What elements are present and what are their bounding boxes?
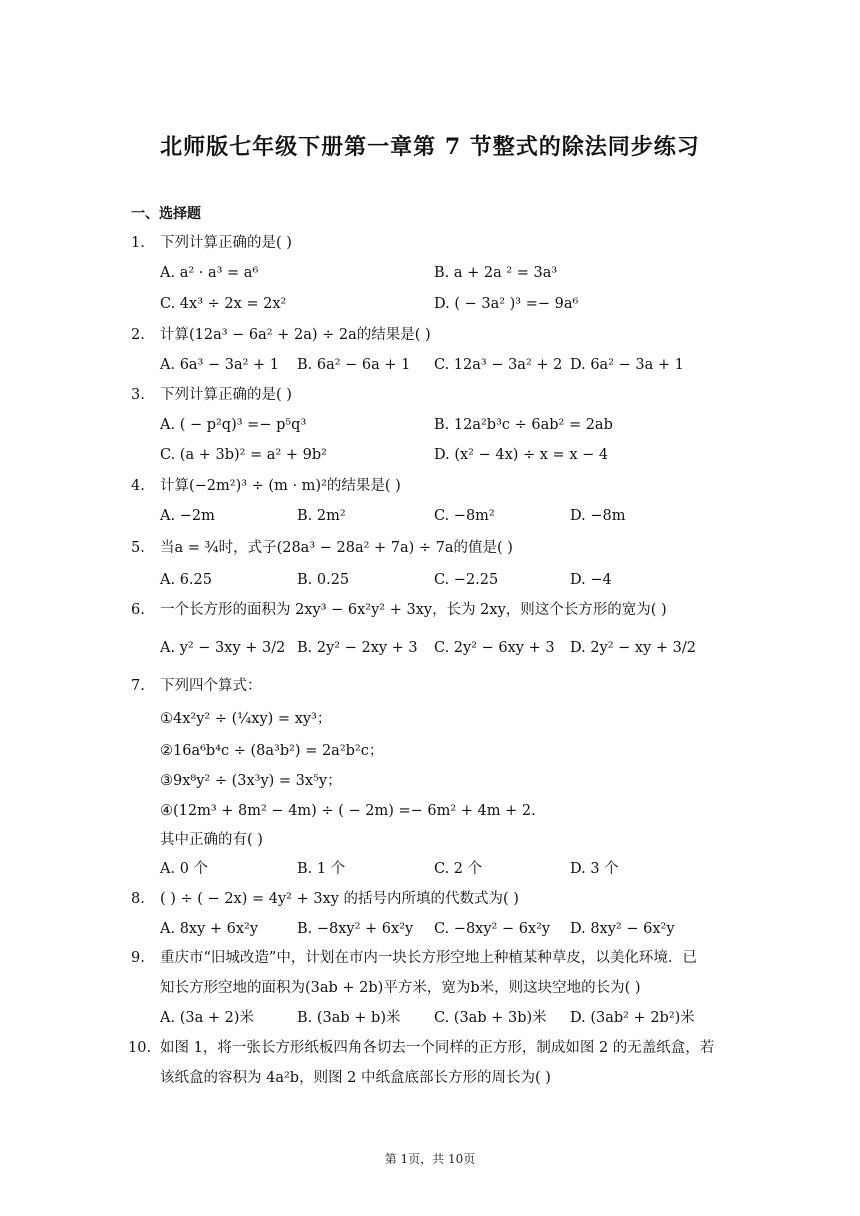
option-d: D. 8xy² − 6x²y (570, 921, 675, 937)
option-b: B. 6a² − 6a + 1 (297, 357, 411, 373)
option-d: D. (3ab² + 2b²)米 (570, 1010, 695, 1026)
option-d: D. ( − 3a² )³ =− 9a⁶ (434, 296, 579, 312)
question-stem-line-1: 如图 1，将一张长方形纸板四角各切去一个同样的正方形，制成如图 2 的无盖纸盒，若 (160, 1040, 715, 1056)
option-b: B. −8xy² + 6x²y (297, 921, 414, 937)
question-stem: 当a = ¾时，式子(28a³ − 28a² + 7a) ÷ 7a的值是( ) (160, 540, 513, 556)
option-b: B. 12a²b³c ÷ 6ab² = 2ab (434, 417, 613, 433)
statement-2: ②16a⁶b⁴c ÷ (8a³b²) = 2a²b²c； (160, 743, 384, 759)
option-a: A. a² · a³ = a⁶ (160, 265, 259, 281)
question-stem: ( ) ÷ ( − 2x) = 4y² + 3xy 的括号内所填的代数式为( ) (160, 891, 519, 907)
question-ask: 其中正确的有( ) (160, 832, 263, 848)
question-stem: 下列计算正确的是( ) (160, 235, 292, 251)
option-b: B. 2y² − 2xy + 3 (297, 640, 418, 656)
option-b: B. 2m² (297, 508, 346, 524)
option-b: B. a + 2a ² = 3a³ (434, 265, 558, 281)
option-d: D. 6a² − 3a + 1 (570, 357, 684, 373)
option-a: A. y² − 3xy + 3/2 (160, 640, 286, 656)
question-stem: 一个长方形的面积为 2xy³ − 6x²y² + 3xy，长为 2xy，则这个长方形的宽为( ) (160, 602, 667, 618)
question-stem: 下列四个算式： (160, 678, 262, 694)
option-c: C. 12a³ − 3a² + 2 (434, 357, 563, 373)
question-stem: 下列计算正确的是( ) (160, 387, 292, 403)
option-a: A. 6a³ − 3a² + 1 (160, 357, 280, 373)
option-a: A. 0 个 (160, 861, 209, 877)
option-c: C. (3ab + 3b)米 (434, 1010, 547, 1026)
statement-1: ①4x²y² ÷ (¼xy) = xy³； (160, 711, 332, 727)
option-b: B. 0.25 (297, 572, 350, 588)
section-heading: 一、选择题 (131, 206, 201, 222)
option-c: C. 2y² − 6xy + 3 (434, 640, 555, 656)
question-number: 6. (131, 602, 145, 618)
statement-3: ③9x⁸y² ÷ (3x³y) = 3x⁵y； (160, 773, 342, 789)
document-title: 北师版七年级下册第一章第 7 节整式的除法同步练习 (160, 134, 700, 160)
option-d: D. 3 个 (570, 861, 619, 877)
option-a: A. −2m (160, 508, 215, 524)
question-stem-line-2: 知长方形空地的面积为(3ab + 2b)平方米，宽为b米，则这块空地的长为( ) (160, 980, 641, 996)
question-stem: 计算(−2m²)³ ÷ (m · m)²的结果是( ) (160, 478, 401, 494)
question-number: 2. (131, 327, 145, 343)
option-c: C. −8xy² − 6x²y (434, 921, 551, 937)
option-c: C. −2.25 (434, 572, 499, 588)
option-d: D. (x² − 4x) ÷ x = x − 4 (434, 447, 609, 463)
option-c: C. −8m² (434, 508, 495, 524)
option-a: A. (3a + 2)米 (160, 1010, 254, 1026)
question-stem: 计算(12a³ − 6a² + 2a) ÷ 2a的结果是( ) (160, 327, 431, 343)
option-b: B. 1 个 (297, 861, 346, 877)
question-number: 7. (131, 678, 145, 694)
question-stem-line-1: 重庆市“旧城改造”中，计划在市内一块长方形空地上种植某种草皮，以美化环境．已 (160, 950, 697, 966)
option-c: C. (a + 3b)² = a² + 9b² (160, 447, 327, 463)
question-stem-line-2: 该纸盒的容积为 4a²b，则图 2 中纸盒底部长方形的周长为( ) (160, 1070, 551, 1086)
question-number: 8. (131, 891, 145, 907)
option-d: D. −8m (570, 508, 626, 524)
question-number: 9. (131, 950, 145, 966)
question-number: 1. (131, 235, 145, 251)
option-a: A. 6.25 (160, 572, 212, 588)
question-number: 3. (131, 387, 145, 403)
option-a: A. ( − p²q)³ =− p⁵q³ (160, 417, 307, 433)
question-number: 10. (128, 1040, 152, 1056)
question-number: 5. (131, 540, 145, 556)
option-c: C. 4x³ ÷ 2x = 2x² (160, 296, 287, 312)
option-d: D. −4 (570, 572, 612, 588)
option-c: C. 2 个 (434, 861, 483, 877)
option-a: A. 8xy + 6x²y (160, 921, 259, 937)
statement-4: ④(12m³ + 8m² − 4m) ÷ ( − 2m) =− 6m² + 4m + 2. (160, 803, 536, 819)
page-footer: 第 1页，共 10页 (384, 1152, 476, 1166)
option-b: B. (3ab + b)米 (297, 1010, 401, 1026)
option-d: D. 2y² − xy + 3/2 (570, 640, 696, 656)
question-number: 4. (131, 478, 145, 494)
